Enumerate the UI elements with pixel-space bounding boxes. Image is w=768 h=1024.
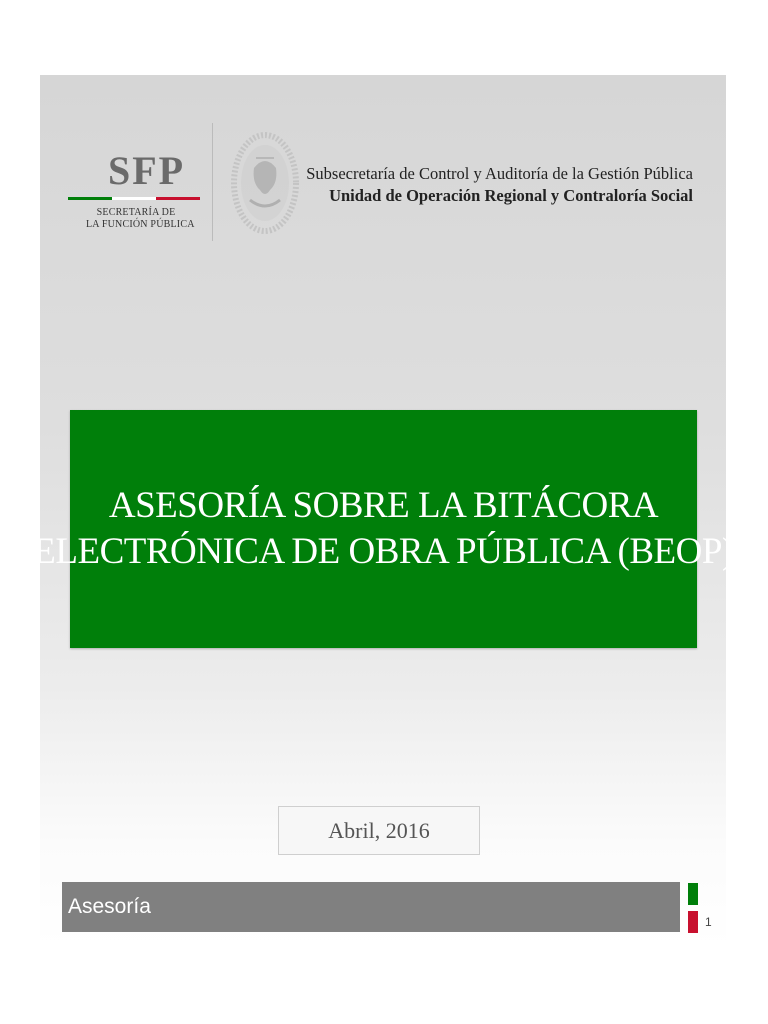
flag-green-block	[688, 883, 698, 905]
footer-label: Asesoría	[68, 895, 151, 918]
date-box: Abril, 2016	[278, 806, 480, 855]
sfp-logo-name	[86, 207, 195, 231]
sfp-name-line2: LA FUNCIÓN PÚBLICA	[86, 219, 195, 230]
title-box	[33, 410, 734, 648]
sfp-logo	[68, 149, 203, 239]
slide	[33, 75, 734, 947]
subsecretaria-title: Subsecretaría de Control y Auditoría de la Gestión Pública	[306, 164, 693, 183]
sfp-logo-letters: SFP	[108, 148, 186, 193]
footer-bar	[62, 882, 680, 932]
mexican-coat-of-arms-seal-icon	[230, 128, 300, 238]
title-line1: ASESORÍA SOBRE LA BITÁCORA	[108, 485, 659, 526]
sfp-name-line1: SECRETARÍA DE	[96, 207, 176, 218]
unidad-title: Unidad de Operación Regional y Contraloría Social	[329, 186, 693, 205]
page-number: 1	[705, 915, 712, 929]
organization-header	[306, 163, 693, 207]
tricolor-stripe	[68, 197, 200, 200]
logo-divider	[212, 123, 213, 241]
title-line2: ELECTRÓNICA DE OBRA PÚBLICA (BEOP)	[33, 531, 734, 572]
flag-red-block	[688, 911, 698, 933]
